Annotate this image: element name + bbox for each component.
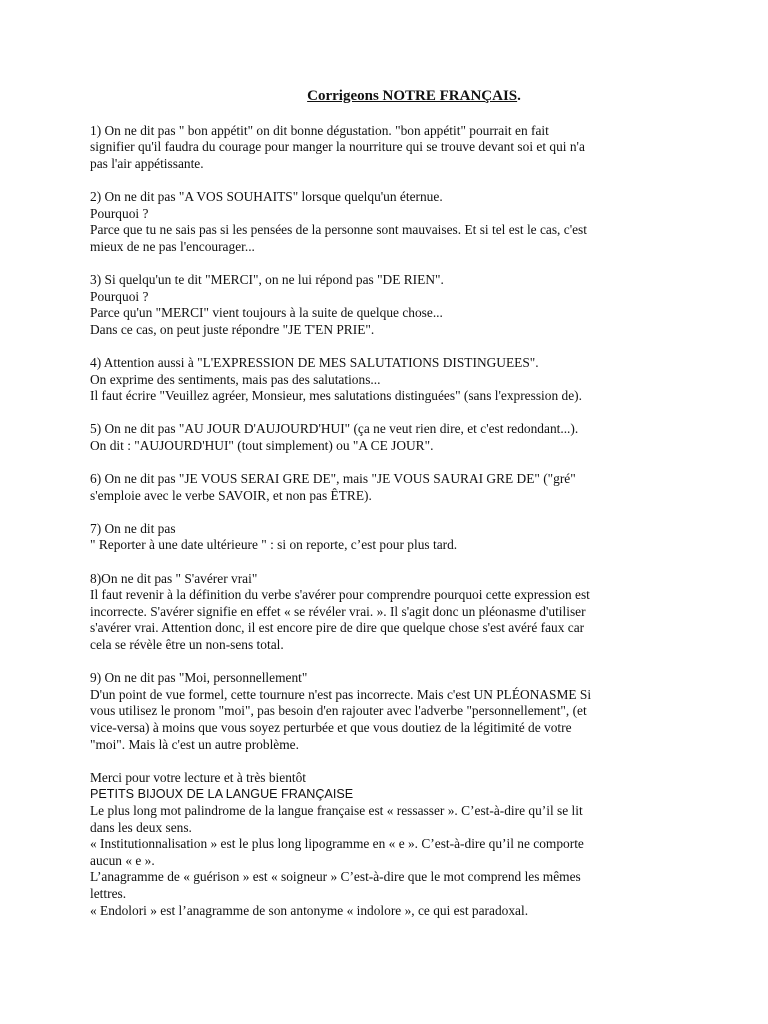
tip-line: Parce qu'un "MERCI" vient toujours à la suite de quelque chose...	[90, 305, 443, 321]
tip-paragraph-9	[90, 670, 708, 753]
tip-paragraph-6	[90, 471, 708, 504]
tip-line: vous utilisez le pronom "moi", pas besoin d'en rajouter avec l'adverbe "personnellement", (et	[90, 703, 587, 719]
tip-paragraph-5	[90, 421, 708, 454]
document-title	[90, 88, 708, 105]
tip-line: Il faut revenir à la définition du verbe s'avérer pour comprendre pourquoi cette expression est	[90, 587, 590, 603]
tip-line: 8)On ne dit pas " S'avérer vrai"	[90, 570, 258, 586]
closing-line: « Institutionnalisation » est le plus long lipogramme en « e ». C’est-à-dire qu’il ne comporte	[90, 836, 584, 852]
tip-line: 3) Si quelqu'un te dit "MERCI", on ne lui répond pas "DE RIEN".	[90, 271, 444, 287]
closing-line: « Endolori » est l’anagramme de son antonyme « indolore », ce qui est paradoxal.	[90, 902, 529, 918]
title-text: Corrigeons NOTRE FRANÇAIS	[307, 88, 518, 104]
tip-line: Pourquoi ?	[90, 288, 149, 304]
closing-line: lettres.	[90, 885, 127, 901]
closing-line: Le plus long mot palindrome de la langue française est « ressasser ». C’est-à-dire qu’il se lit	[90, 802, 583, 818]
tip-line: 9) On ne dit pas "Moi, personnellement"	[90, 670, 308, 686]
closing-line: L’anagramme de « guérison » est « soigneur » C’est-à-dire que le mot comprend les mêmes	[90, 869, 581, 885]
tip-line: Parce que tu ne sais pas si les pensées de la personne sont mauvaises. Et si tel est le cas, c'est	[90, 222, 587, 238]
tip-line: cela se révèle être un non-sens total.	[90, 637, 284, 652]
tip-paragraph-3	[90, 272, 708, 338]
tip-line: vice-versa) à moins que vous soyez perturbée et que vous doutiez de la légitimité de votre	[90, 719, 572, 735]
tip-line: Pourquoi ?	[90, 205, 149, 221]
tips-list	[90, 123, 708, 754]
tip-line: s'emploie avec le verbe SAVOIR, et non pas ÊTRE).	[90, 487, 372, 503]
tip-line: " Reporter à une date ultérieure " : si on reporte, c’est pour plus tard.	[90, 537, 458, 553]
tip-line: On exprime des sentiments, mais pas des salutations...	[90, 371, 381, 387]
tip-line: signifier qu'il faudra du courage pour manger la nourriture qui se trouve devant soi et qui n'a	[90, 139, 585, 155]
tip-line: 7) On ne dit pas	[90, 520, 176, 536]
closing-heading: PETITS BIJOUX DE LA LANGUE FRANÇAISE	[90, 787, 354, 802]
title-period: .	[517, 88, 521, 104]
tip-line: 1) On ne dit pas " bon appétit" on dit bonne dégustation. "bon appétit" pourrait en fait	[90, 122, 549, 138]
tip-line: mieux de ne pas l'encourager...	[90, 238, 255, 254]
tip-line: 5) On ne dit pas "AU JOUR D'AUJOURD'HUI" (ça ne veut rien dire, et c'est redondant...).	[90, 421, 579, 437]
tip-paragraph-1	[90, 123, 708, 173]
closing-block	[90, 770, 708, 919]
tip-paragraph-8	[90, 571, 708, 654]
tip-line: 2) On ne dit pas "A VOS SOUHAITS" lorsque quelqu'un éternue.	[90, 188, 443, 204]
tip-paragraph-2	[90, 189, 708, 255]
tip-line: D'un point de vue formel, cette tournure n'est pas incorrecte. Mais c'est UN PLÉONASME Si	[90, 686, 592, 702]
closing-line: dans les deux sens.	[90, 819, 192, 835]
tip-paragraph-7	[90, 521, 708, 554]
closing-thanks: Merci pour votre lecture et à très bientôt	[90, 769, 307, 785]
tip-line: Dans ce cas, on peut juste répondre "JE T'EN PRIE".	[90, 321, 375, 337]
tip-line: On dit : "AUJOURD'HUI" (tout simplement) ou "A CE JOUR".	[90, 437, 434, 453]
closing-line: aucun « e ».	[90, 852, 155, 868]
tip-line: pas l'air appétissante.	[90, 155, 204, 171]
tip-paragraph-4	[90, 355, 708, 405]
tip-line: "moi". Mais là c'est un autre problème.	[90, 736, 299, 752]
tip-line: incorrecte. S'avérer signifie en effet « se révéler vrai. ». Il s'agit donc un pléonasme d'utiliser	[90, 603, 586, 619]
tip-line: 6) On ne dit pas "JE VOUS SERAI GRE DE", mais "JE VOUS SAURAI GRE DE" ("gré"	[90, 471, 576, 487]
tip-line: 4) Attention aussi à "L'EXPRESSION DE MES SALUTATIONS DISTINGUEES".	[90, 354, 539, 370]
tip-line: Il faut écrire "Veuillez agréer, Monsieur, mes salutations distinguées" (sans l'expression de).	[90, 388, 582, 404]
tip-line: s'avérer vrai. Attention donc, il est encore pire de dire que quelque chose s'est avéré faux car	[90, 620, 585, 636]
